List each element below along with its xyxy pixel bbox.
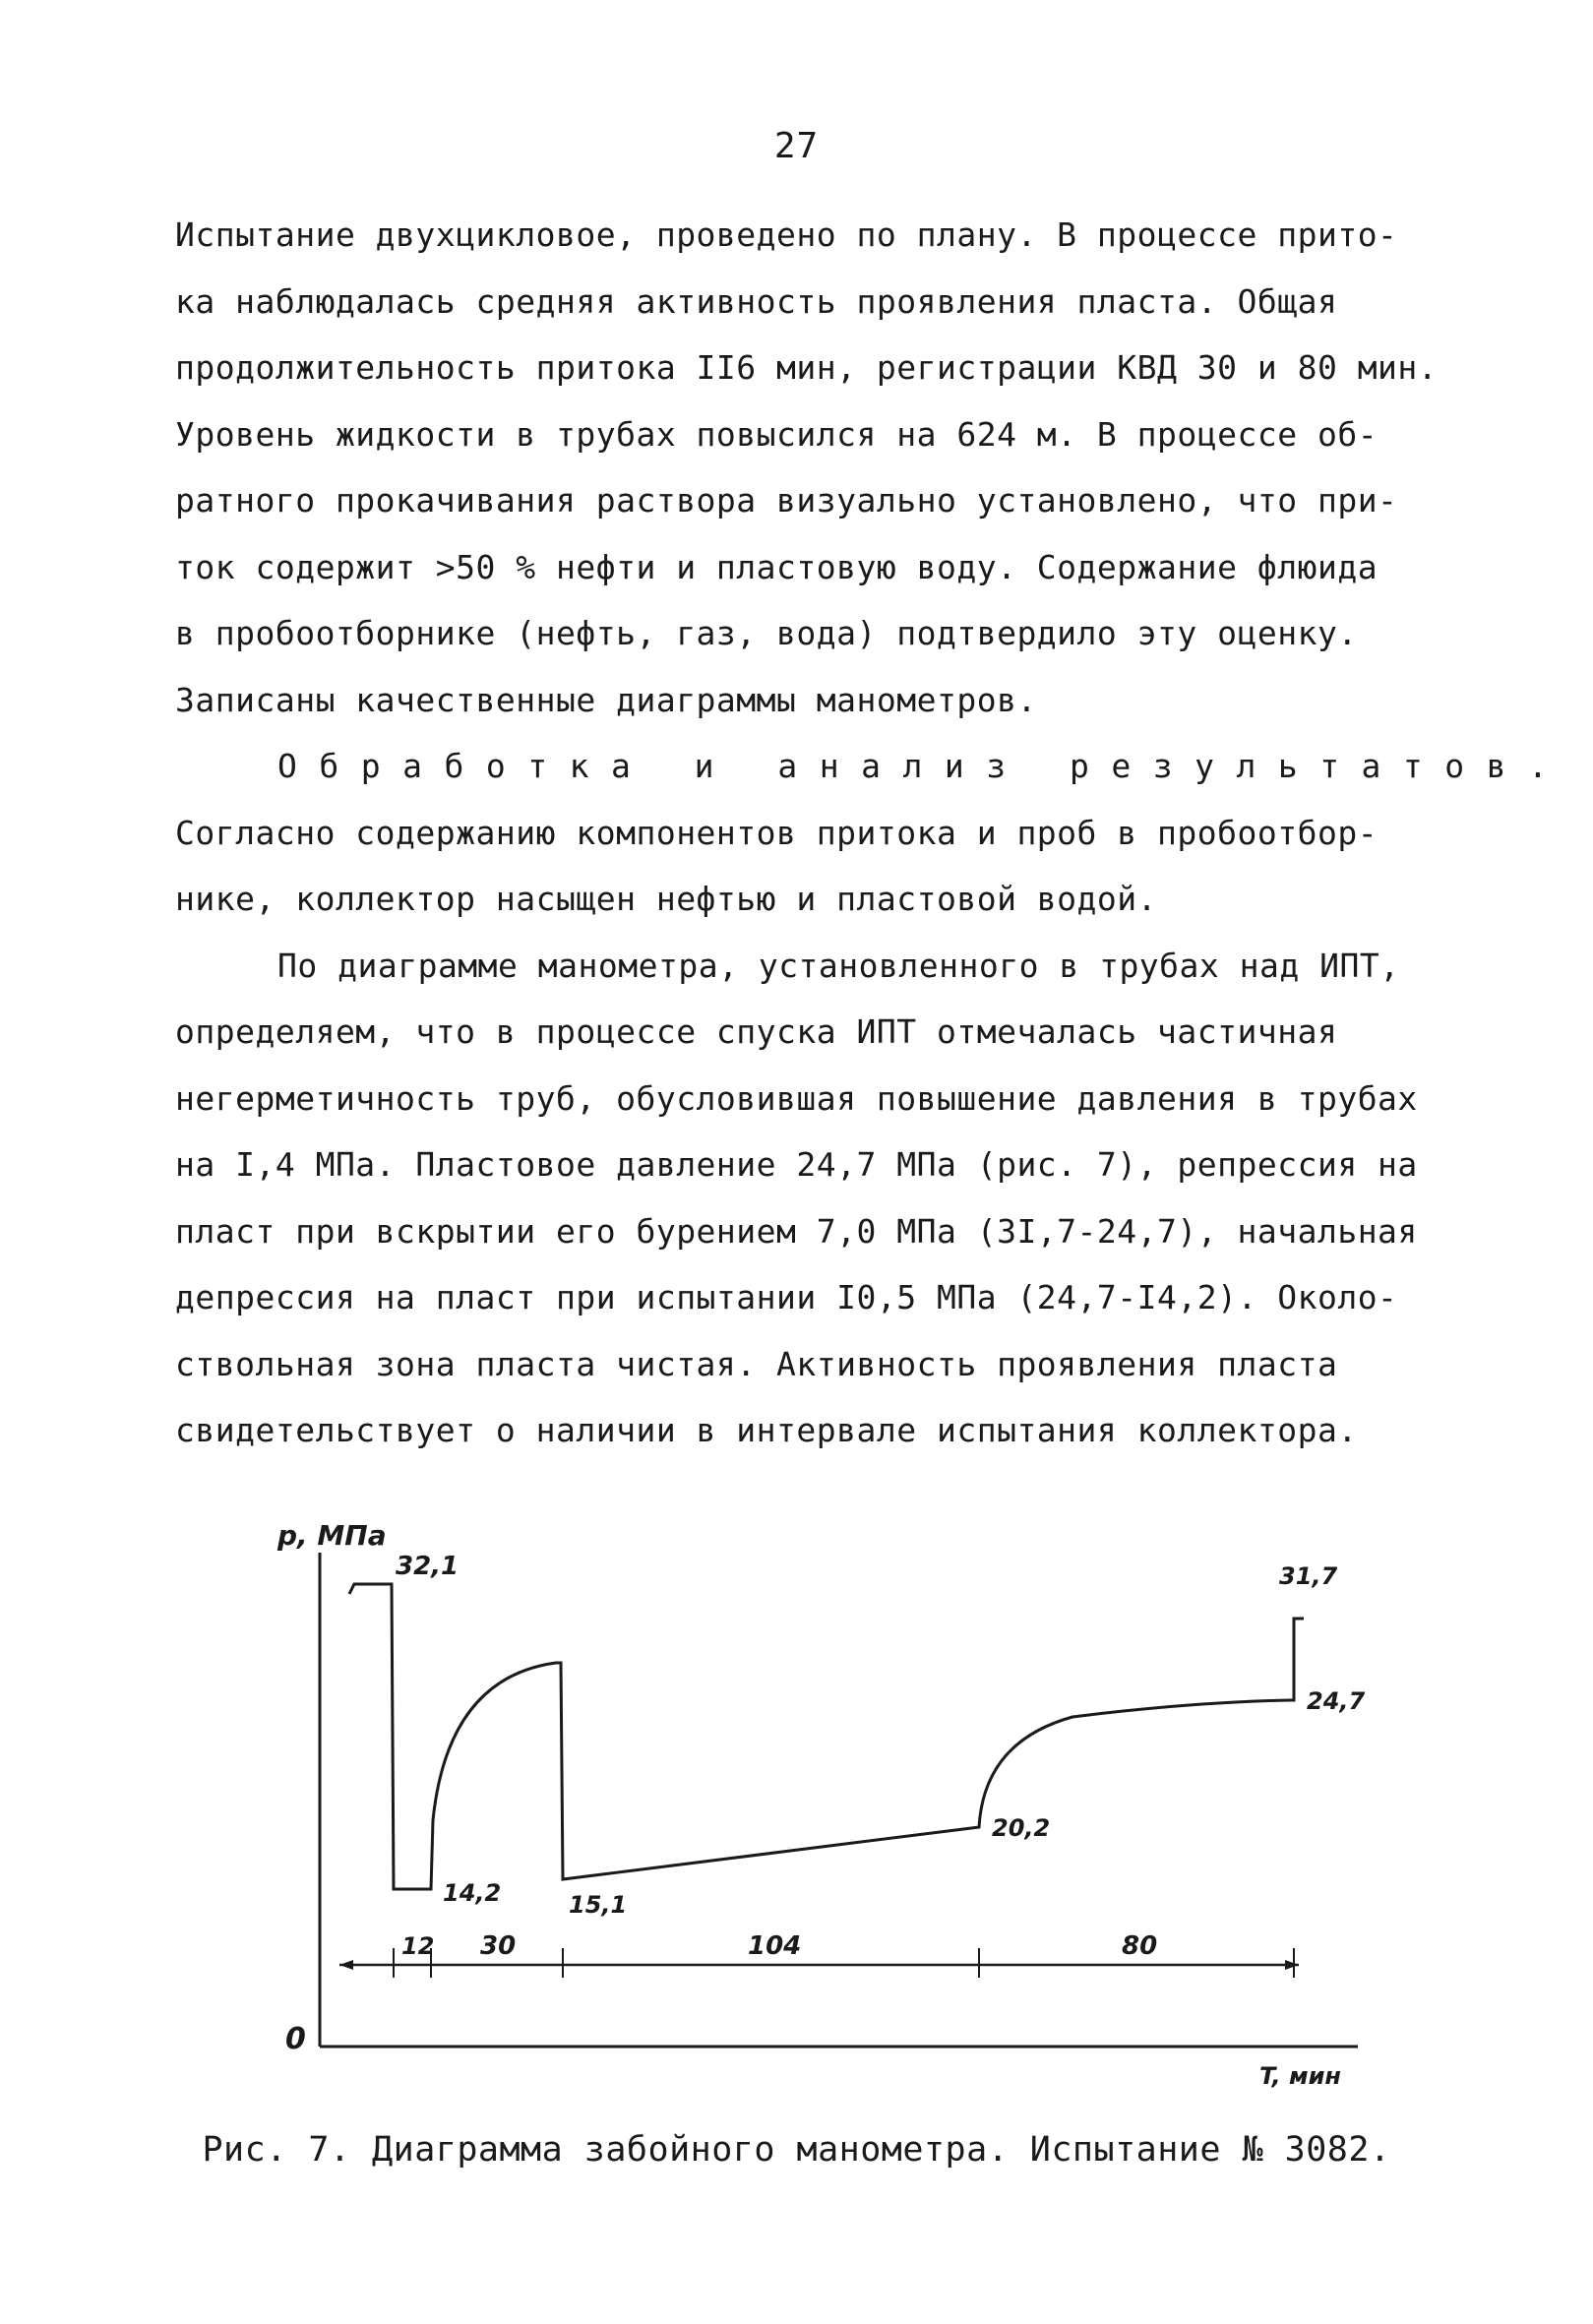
text-line: ратного прокачивания раствора визуально установлено, что при- [175,481,1398,520]
interval-label: 30 [480,1931,517,1961]
text-line: ток содержит >50 % нефти и пластовую воду. Содержание флюида [175,547,1379,586]
body-text [175,202,1570,1464]
text-line: По диаграмме манометра, установленного в трубах над ИПТ, [277,946,1400,985]
origin-label: 0 [285,2022,306,2056]
text-line: продолжительность притока II6 мин, регистрации КВД 30 и 80 мин. [175,348,1439,387]
text-line: свидетельствует о наличии в интервале испытания коллектора. [175,1411,1358,1449]
pressure-diagram [256,1515,1437,2125]
text-line: нике, коллектор насыщен нефтью и пластовой водой. [175,880,1158,918]
label-second-low: 15,1 [569,1891,628,1919]
text-line: в пробоотборнике (нефть, газ, вода) подтвердило эту оценку. [175,614,1358,652]
text-line: пласт при вскрытии его бурением 7,0 МПа (3I,7-24,7), начальная [175,1211,1418,1251]
text-line: негерметичность труб, обусловившая повышение давления в трубах [175,1078,1418,1118]
text-line: Согласно содержанию компонентов притока и проб в пробоотбор- [175,813,1379,852]
text-line: Записаны качественные диаграммы манометров. [175,680,1037,719]
x-axis-label: T, мин [1259,2062,1342,2090]
label-final-level: 24,7 [1307,1687,1366,1715]
label-first-low: 14,2 [443,1879,502,1907]
text-line: ка наблюдалась средняя активность проявления пласта. Общая [175,281,1338,321]
pressure-diagram-svg [256,1515,1437,2125]
text-line: депрессия на пласт при испытании I0,5 МПа (24,7-I4,2). Около- [175,1278,1398,1316]
pressure-curve [349,1584,1304,1889]
page-number: 27 [773,126,820,166]
interval-label: 12 [401,1932,435,1960]
text-line: Уровень жидкости в трубах повысился на 624 м. В процессе об- [175,414,1379,454]
text-line: Испытание двухцикловое, проведено по плану. В процессе прито- [175,215,1398,254]
section-heading: Обработка и анализ результатов. [277,747,1570,785]
label-start-peak: 32,1 [396,1552,460,1581]
label-end-peak: 31,7 [1279,1562,1338,1590]
text-line: ствольная зона пласта чистая. Активность проявления пласта [175,1344,1338,1383]
y-axis-label: p, МПа [277,1519,387,1552]
interval-label: 80 [1122,1931,1158,1961]
interval-label: 104 [748,1931,802,1961]
text-line: определяем, что в процессе спуска ИПТ отмечалась частичная [175,1012,1338,1051]
figure-caption: Рис. 7. Диаграмма забойного манометра. Испытание № 3082. [202,2130,1391,2170]
text-line: на I,4 МПа. Пластовое давление 24,7 МПа (рис. 7), репрессия на [175,1145,1418,1184]
label-third-low: 20,2 [992,1814,1051,1842]
